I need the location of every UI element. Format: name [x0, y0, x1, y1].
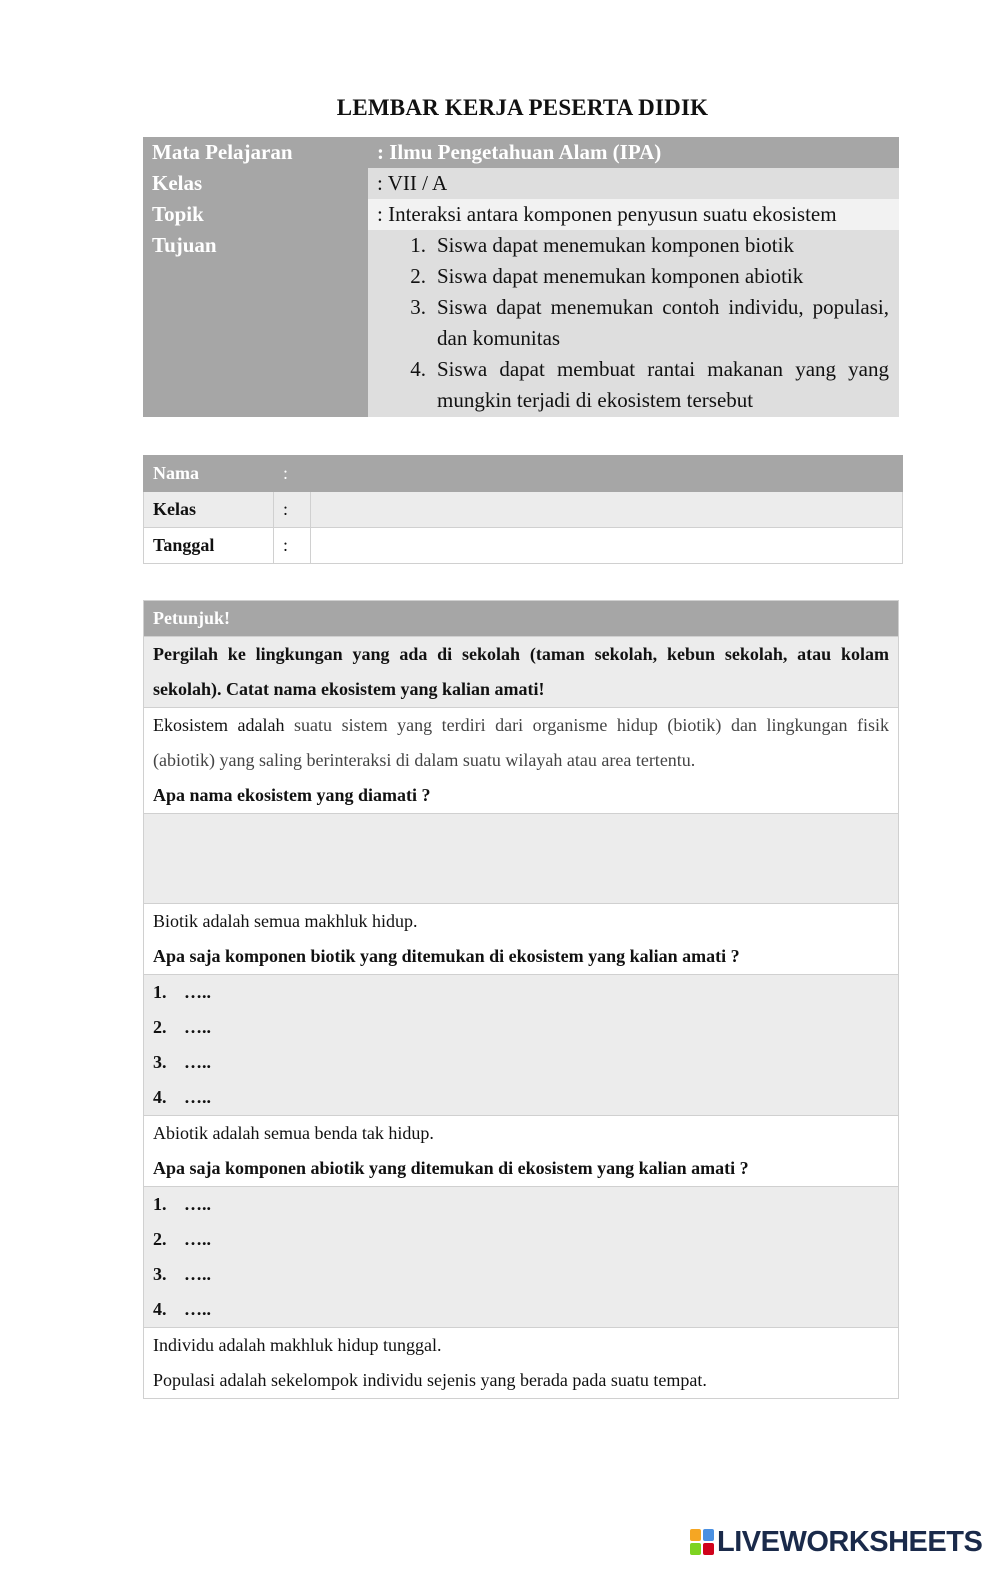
date-colon: : [274, 528, 311, 564]
identity-row-class [144, 492, 903, 528]
logo-text: LIVEWORKSHEETS [717, 1525, 983, 1558]
biotic-answer-item[interactable]: 1. ….. [153, 982, 211, 1002]
biotic-definition: Biotik adalah semua makhluk hidup. [153, 911, 418, 931]
definitions-block [144, 1327, 898, 1398]
logo-icon [690, 1529, 714, 1555]
class-field[interactable] [311, 492, 903, 528]
ecosystem-definition [153, 708, 889, 778]
ecosystem-term: Ekosistem adalah [153, 715, 285, 735]
class-label: Kelas [144, 492, 274, 528]
instructions-header: Petunjuk! [144, 601, 898, 636]
goals-list [368, 230, 899, 417]
name-colon: : [274, 456, 311, 492]
page-title: LEMBAR KERJA PESERTA DIDIK [336, 95, 709, 120]
info-row-topic [143, 199, 899, 230]
class-value: : VII / A [368, 168, 899, 199]
population-definition: Populasi adalah sekelompok individu sejenis yang berada pada suatu tempat. [153, 1370, 707, 1390]
abiotic-definition: Abiotik adalah semua benda tak hidup. [153, 1123, 434, 1143]
abiotic-question: Apa saja komponen abiotik yang ditemukan di ekosistem yang kalian amati ? [153, 1158, 749, 1178]
info-table [143, 137, 899, 417]
abiotic-answer-item[interactable]: 2. ….. [153, 1229, 211, 1249]
date-field[interactable] [311, 528, 903, 564]
ecosystem-answer-field[interactable] [144, 813, 898, 903]
goal-item: 1. Siswa dapat menemukan komponen biotik [410, 233, 794, 257]
subject-label: Mata Pelajaran [143, 137, 368, 168]
name-label: Nama [144, 456, 274, 492]
ecosystem-question: Apa nama ekosistem yang diamati ? [153, 785, 431, 805]
identity-row-date [144, 528, 903, 564]
info-row-goals [143, 230, 899, 417]
goal-item: 3. Siswa dapat menemukan contoh individu, populasi, dan komunitas [410, 295, 889, 350]
identity-table [143, 455, 903, 564]
liveworksheets-logo[interactable] [690, 1524, 982, 1560]
ecosystem-definition-text: suatu sistem yang terdiri dari organisme hidup (biotik) dan lingkungan fisik (abiotik) yang saling berinteraksi di dalam suatu wilayah atau area tertentu. [153, 715, 889, 770]
identity-row-name [144, 456, 903, 492]
abiotic-answer-item[interactable]: 1. ….. [153, 1194, 211, 1214]
ecosystem-block [144, 707, 898, 813]
class-colon: : [274, 492, 311, 528]
info-row-class [143, 168, 899, 199]
date-label: Tanggal [144, 528, 274, 564]
instruction-block [144, 636, 898, 707]
biotic-question: Apa saja komponen biotik yang ditemukan di ekosistem yang kalian amati ? [153, 946, 740, 966]
biotic-answer-item[interactable]: 3. ….. [153, 1052, 211, 1072]
goal-label: Tujuan [143, 230, 368, 417]
biotic-block [144, 903, 898, 974]
name-field[interactable] [311, 456, 903, 492]
abiotic-answer-item[interactable]: 4. ….. [153, 1299, 211, 1319]
goal-item: 4. Siswa dapat membuat rantai makanan yang yang mungkin terjadi di ekosistem tersebut [410, 357, 889, 412]
goal-item: 2. Siswa dapat menemukan komponen abiotik [410, 264, 804, 288]
goal-value [368, 230, 899, 417]
biotic-answer-item[interactable]: 4. ….. [153, 1087, 211, 1107]
abiotic-answer-item[interactable]: 3. ….. [153, 1264, 211, 1284]
biotic-answer-item[interactable]: 2. ….. [153, 1017, 211, 1037]
topic-label: Topik [143, 199, 368, 230]
worksheet [143, 600, 899, 1399]
abiotic-block [144, 1115, 898, 1186]
subject-value: : Ilmu Pengetahuan Alam (IPA) [368, 137, 899, 168]
info-row-subject [143, 137, 899, 168]
topic-value: : Interaksi antara komponen penyusun suatu ekosistem [368, 199, 899, 230]
abiotic-answer-list [144, 1186, 898, 1327]
individual-definition: Individu adalah makhluk hidup tunggal. [153, 1335, 442, 1355]
biotic-answer-list [144, 974, 898, 1115]
instruction-text: Pergilah ke lingkungan yang ada di sekolah (taman sekolah, kebun sekolah, atau kolam sekolah). Catat nama ekosistem yang kalian amati! [153, 644, 889, 699]
class-label: Kelas [143, 168, 368, 199]
